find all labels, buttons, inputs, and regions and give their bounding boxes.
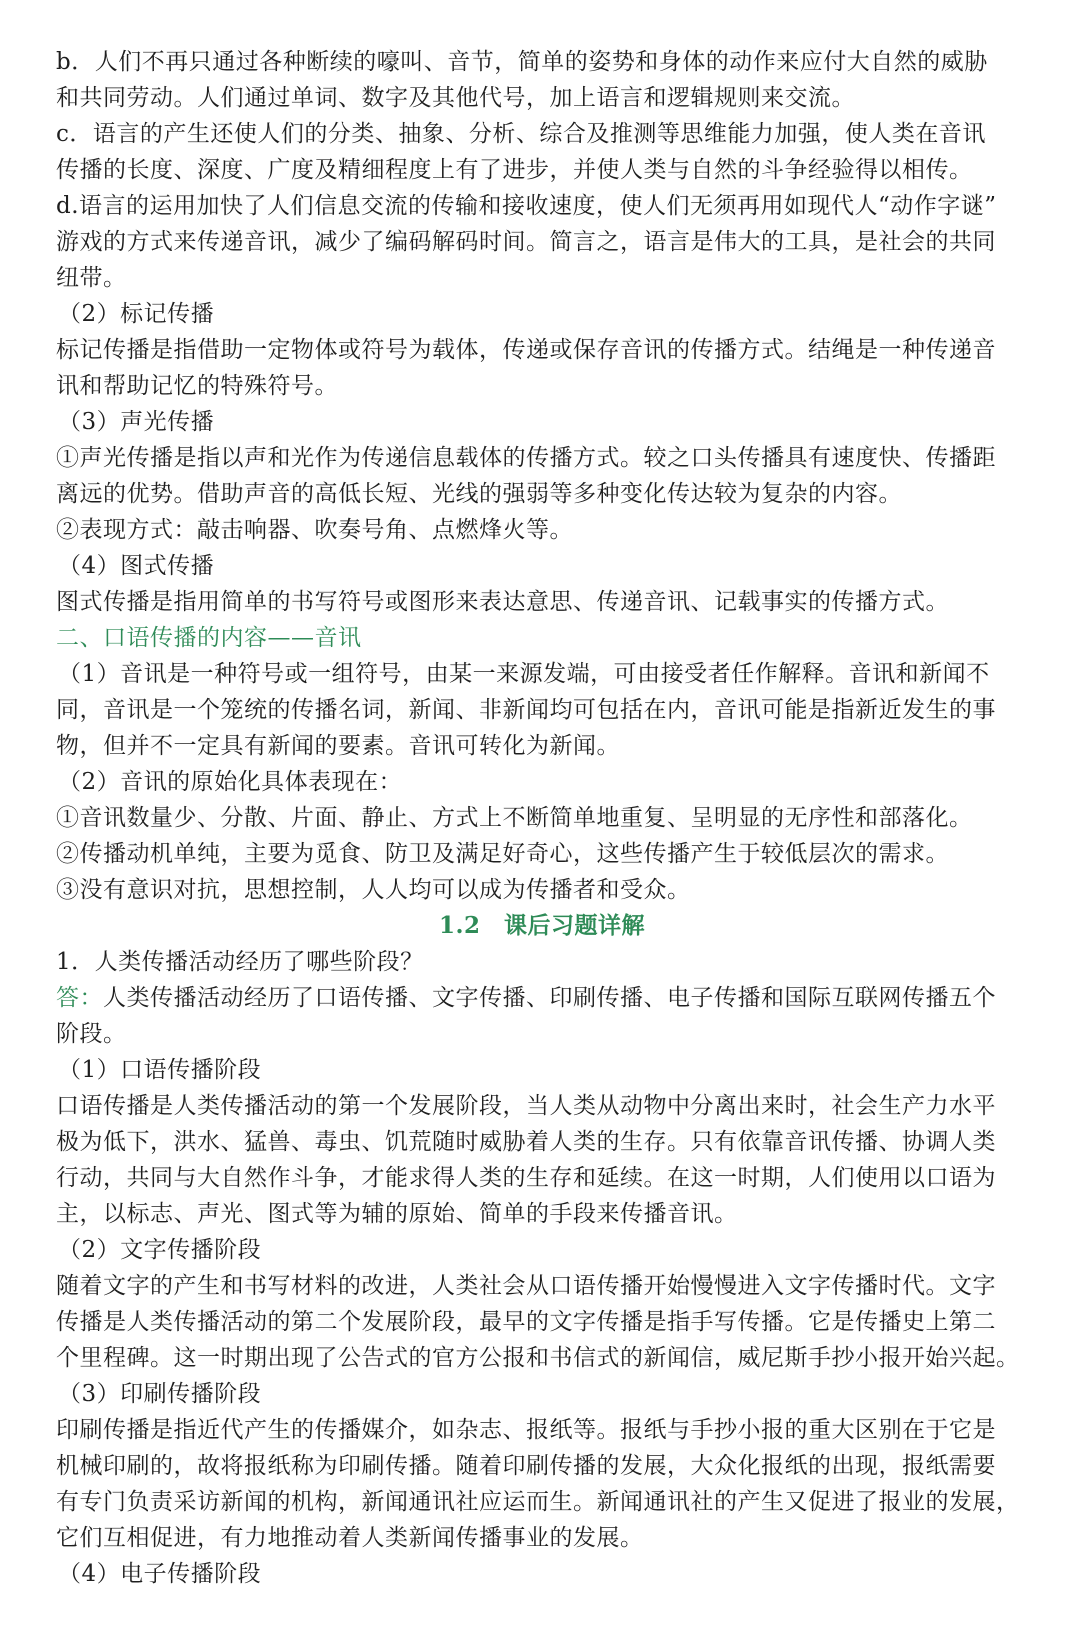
text-line: 印刷传播是指近代产生的传播媒介，如杂志、报纸等。报纸与手抄小报的重大区别在于它是: [56, 1417, 996, 1443]
text-line: 它们互相促进，有力地推动着人类新闻传播事业的发展。: [56, 1525, 644, 1551]
text-line: c．语言的产生还使人们的分类、抽象、分析、综合及推测等思维能力加强，使人类在音讯: [56, 121, 986, 147]
text-line: 行动，共同与大自然作斗争，才能求得人类的生存和延续。在这一时期，人们使用以口语为: [56, 1165, 996, 1191]
subheading: （2）音讯的原始化具体表现在：: [58, 769, 403, 795]
answer-text: 人类传播活动经历了口语传播、文字传播、印刷传播、电子传播和国际互联网传播五个: [103, 985, 996, 1011]
text-line: 图式传播是指用简单的书写符号或图形来表达意思、传递音讯、记载事实的传播方式。: [56, 589, 949, 615]
section-heading: 二、口语传播的内容——音讯: [56, 625, 362, 651]
text-line: 随着文字的产生和书写材料的改进，人类社会从口语传播开始慢慢进入文字传播时代。文字: [56, 1273, 996, 1299]
subheading: （1）口语传播阶段: [58, 1057, 262, 1083]
text-line: 主，以标志、声光、图式等为辅的原始、简单的手段来传播音讯。: [56, 1201, 738, 1227]
answer-line: [56, 980, 1028, 1016]
text-line: 机械印刷的，故将报纸称为印刷传播。随着印刷传播的发展，大众化报纸的出现，报纸需要: [56, 1453, 996, 1479]
text-line: （1）音讯是一种符号或一组符号，由某一来源发端，可由接受者任作解释。音讯和新闻不: [58, 661, 990, 687]
text-line: 个里程碑。这一时期出现了公告式的官方公报和书信式的新闻信，威尼斯手抄小报开始兴起。: [56, 1345, 1020, 1371]
text-line: 传播的长度、深度、广度及精细程度上有了进步，并使人类与自然的斗争经验得以相传。: [56, 157, 973, 183]
text-line: ①音讯数量少、分散、片面、静止、方式上不断简单地重复、呈明显的无序性和部落化。: [56, 805, 973, 831]
answer-label: 答：: [56, 985, 103, 1011]
subheading: （2）文字传播阶段: [58, 1237, 262, 1263]
text-line: 同，音讯是一个笼统的传播名词，新闻、非新闻均可包括在内，音讯可能是指新近发生的事: [56, 697, 996, 723]
subheading: （2）标记传播: [58, 301, 215, 327]
text-line: d.语言的运用加快了人们信息交流的传输和接收速度，使人们无须再用如现代人“动作字谜”: [56, 193, 997, 219]
text-line: ②表现方式：敲击响器、吹奏号角、点燃烽火等。: [56, 517, 573, 543]
text-line: 口语传播是人类传播活动的第一个发展阶段，当人类从动物中分离出来时，社会生产力水平: [56, 1093, 996, 1119]
text-line: ③没有意识对抗，思想控制，人人均可以成为传播者和受众。: [56, 877, 691, 903]
text-line: 物，但并不一定具有新闻的要素。音讯可转化为新闻。: [56, 733, 620, 759]
text-line: 离远的优势。借助声音的高低长短、光线的强弱等多种变化传达较为复杂的内容。: [56, 481, 902, 507]
question-line: 1．人类传播活动经历了哪些阶段？: [56, 949, 424, 975]
subheading: （3）印刷传播阶段: [58, 1381, 262, 1407]
text-line: 传播是人类传播活动的第二个发展阶段，最早的文字传播是指手写传播。它是传播史上第二: [56, 1309, 996, 1335]
text-line: 纽带。: [56, 265, 127, 291]
text-line: 标记传播是指借助一定物体或符号为载体，传递或保存音讯的传播方式。结绳是一种传递音: [56, 337, 996, 363]
text-line: 和共同劳动。人们通过单词、数字及其他代号，加上语言和逻辑规则来交流。: [56, 85, 855, 111]
text-line: b．人们不再只通过各种断续的嚎叫、音节，简单的姿势和身体的动作来应付大自然的威胁: [56, 49, 988, 75]
text-line: 游戏的方式来传递音讯，减少了编码解码时间。简言之，语言是伟大的工具，是社会的共同: [56, 229, 996, 255]
chapter-heading: 1.2 课后习题详解: [438, 912, 645, 939]
text-line: 极为低下，洪水、猛兽、毒虫、饥荒随时威胁着人类的生存。只有依靠音讯传播、协调人类: [56, 1129, 996, 1155]
text-line: 讯和帮助记忆的特殊符号。: [56, 373, 338, 399]
text-line: ②传播动机单纯，主要为觅食、防卫及满足好奇心，这些传播产生于较低层次的需求。: [56, 841, 949, 867]
text-line: 阶段。: [56, 1021, 127, 1047]
text-line: 有专门负责采访新闻的机构，新闻通讯社应运而生。新闻通讯社的产生又促进了报业的发展，: [56, 1489, 1020, 1515]
subheading: （4）图式传播: [58, 553, 215, 579]
subheading: （3）声光传播: [58, 409, 215, 435]
subheading: （4）电子传播阶段: [58, 1561, 262, 1587]
text-line: ①声光传播是指以声和光作为传递信息载体的传播方式。较之口头传播具有速度快、传播距: [56, 445, 996, 471]
